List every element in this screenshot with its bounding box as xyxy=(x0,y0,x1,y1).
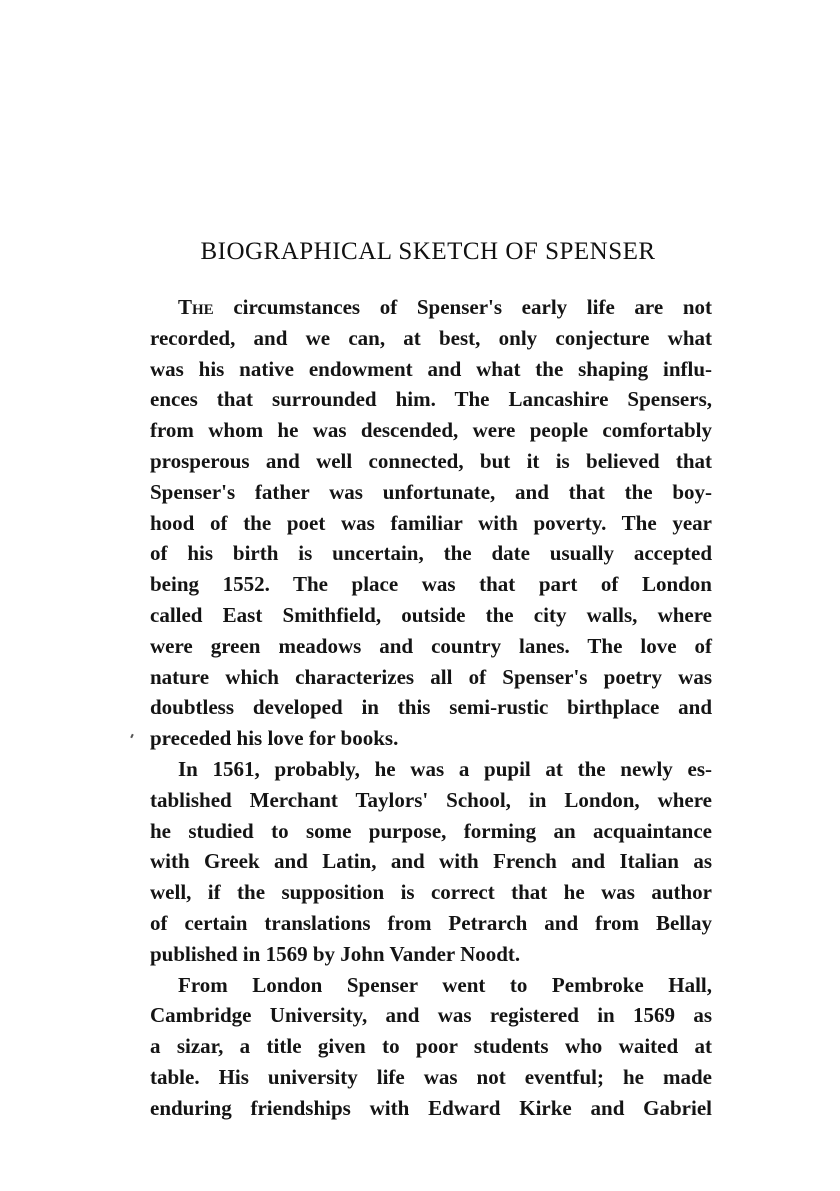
text-line: a sizar, a title given to poor students who waited at xyxy=(150,1034,712,1059)
paragraph-1 xyxy=(150,292,712,754)
text-line: table. His university life was not eventful; he made xyxy=(150,1064,712,1089)
text-line: called East Smithfield, outside the city walls, where xyxy=(150,602,712,627)
paragraph-2 xyxy=(150,754,712,970)
text-line: enduring friendships with Edward Kirke and Gabriel xyxy=(150,1095,712,1120)
text-line: recorded, and we can, at best, only conjecture what xyxy=(150,325,712,350)
chapter-heading: BIOGRAPHICAL SKETCH OF SPENSER xyxy=(200,238,656,265)
text-line: were green meadows and country lanes. The love of xyxy=(150,633,712,658)
text-line: published in 1569 by John Vander Noodt. xyxy=(150,941,521,966)
body-text xyxy=(150,292,712,1124)
text-line: Cambridge University, and was registered in 1569 as xyxy=(150,1003,712,1028)
text-line: from whom he was descended, were people comfortably xyxy=(150,418,712,443)
text-line: ences that surrounded him. The Lancashire Spensers, xyxy=(150,387,712,412)
text-line: tablished Merchant Taylors' School, in London, where xyxy=(150,787,712,812)
text-line: From London Spenser went to Pembroke Hall, xyxy=(178,972,712,997)
text-line: hood of the poet was familiar with poverty. The year xyxy=(150,510,712,535)
text-line: with Greek and Latin, and with French and Italian as xyxy=(150,849,712,874)
paragraph-3 xyxy=(150,970,712,1124)
text-line: The circumstances of Spenser's early life are not xyxy=(178,295,712,319)
text-line: Spenser's father was unfortunate, and that the boy- xyxy=(150,479,712,504)
text-line: of certain translations from Petrarch and from Bellay xyxy=(150,910,712,935)
text-line: doubtless developed in this semi-rustic birthplace and xyxy=(150,695,712,720)
text-line: preceded his love for books. xyxy=(150,726,399,751)
text-line: prosperous and well connected, but it is believed that xyxy=(150,448,712,473)
text-line: was his native endowment and what the shaping influ- xyxy=(150,356,712,381)
lead-word: The xyxy=(178,295,214,319)
text-line: In 1561, probably, he was a pupil at the newly es- xyxy=(178,756,712,781)
text-line: well, if the supposition is correct that he was author xyxy=(150,880,712,905)
text-line: being 1552. The place was that part of London xyxy=(150,572,712,597)
text-line: of his birth is uncertain, the date usually accepted xyxy=(150,541,712,566)
stray-ink-mark xyxy=(130,734,134,738)
text-line: nature which characterizes all of Spenser's poetry was xyxy=(150,664,712,689)
text-line: he studied to some purpose, forming an acquaintance xyxy=(150,818,712,843)
